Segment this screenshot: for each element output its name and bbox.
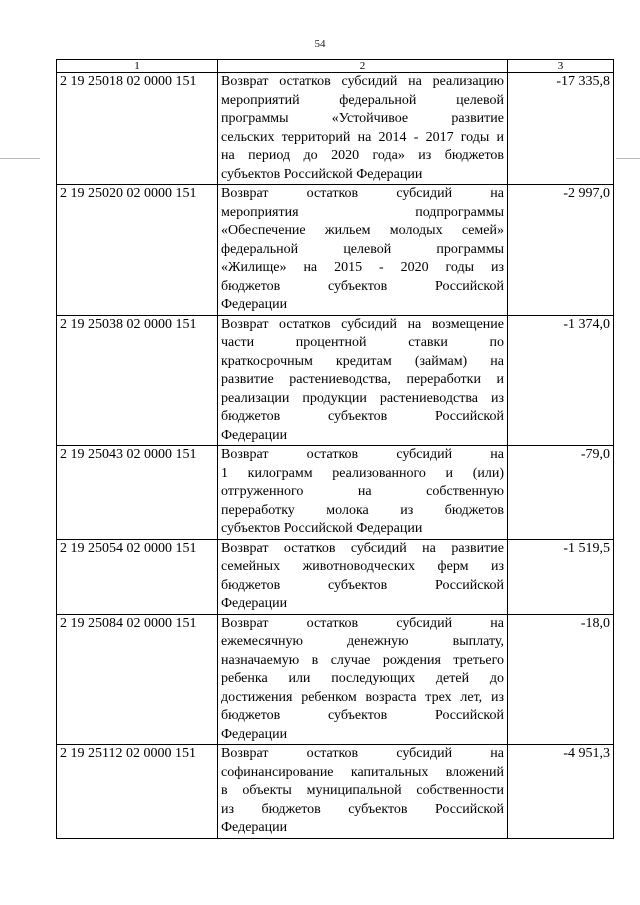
description-line: мероприятий федеральной целевой — [221, 92, 504, 108]
description-line: Возврат остатков субсидий на — [221, 615, 504, 631]
amount: -17 335,8 — [508, 73, 614, 185]
margin-mark-right — [616, 158, 640, 159]
description-line: отгруженного на собственную — [221, 484, 504, 499]
description-line: Возврат остатков субсидий на реализацию — [221, 74, 504, 89]
description — [218, 539, 508, 614]
amount: -2 997,0 — [508, 185, 614, 316]
budget-code: 2 19 25112 02 0000 151 — [57, 745, 218, 839]
description — [218, 446, 508, 540]
description-line: Возврат остатков субсидий на — [221, 447, 504, 462]
table-row — [57, 446, 614, 540]
budget-code: 2 19 25038 02 0000 151 — [57, 315, 218, 446]
description-line: Федерации — [221, 596, 288, 611]
description-line: «Обеспечение жильем молодых семей» — [221, 223, 504, 238]
budget-code: 2 19 25054 02 0000 151 — [57, 539, 218, 614]
description-line: семейных животноводческих ферм из — [221, 559, 504, 574]
description-line: Возврат остатков субсидий на — [221, 746, 504, 761]
description-line: Возврат остатков субсидий на возмещение — [221, 316, 504, 332]
amount: -1 519,5 — [508, 539, 614, 614]
description-line: переработку молока из бюджетов — [221, 502, 504, 518]
description — [218, 315, 508, 446]
description-line: федеральной целевой программы — [221, 241, 504, 257]
description-line: Федерации — [221, 726, 288, 742]
header-cell-description: 2 — [218, 60, 508, 73]
description — [218, 73, 508, 185]
description-line: субъектов Российской Федерации — [221, 521, 423, 536]
table-row — [57, 614, 614, 745]
budget-code: 2 19 25018 02 0000 151 — [57, 73, 218, 185]
amount: -79,0 — [508, 446, 614, 540]
description-line: мероприятия подпрограммы — [221, 204, 504, 220]
description-line: достижения ребенком возраста трех лет, из — [221, 689, 504, 705]
description-line: Возврат остатков субсидий на — [221, 186, 504, 201]
description-line: бюджетов субъектов Российской — [221, 409, 504, 424]
description-line: Федерации — [221, 297, 288, 312]
description-line: бюджетов субъектов Российской — [221, 577, 504, 593]
description-line: Федерации — [221, 820, 288, 835]
description-line: субъектов Российской Федерации — [221, 166, 423, 182]
table-row — [57, 185, 614, 316]
header-cell-amount: 3 — [508, 60, 614, 73]
description-line: развитие растениеводства, переработки и — [221, 372, 504, 387]
description-line: краткосрочным кредитам (займам) на — [221, 353, 504, 369]
budget-table — [56, 59, 614, 839]
description-line: бюджетов субъектов Российской — [221, 278, 504, 294]
budget-code: 2 19 25020 02 0000 151 — [57, 185, 218, 316]
description — [218, 745, 508, 839]
margin-mark-left — [0, 158, 40, 159]
table-row — [57, 315, 614, 446]
header-row — [57, 60, 614, 73]
table-row — [57, 745, 614, 839]
description-line: ребенка или последующих детей до — [221, 671, 504, 686]
description-line: назначаемую в случае рождения третьего — [221, 652, 504, 668]
description-line: в объекты муниципальной собственности — [221, 783, 504, 798]
description-line: софинансирование капитальных вложений — [221, 764, 504, 780]
description-line: на период до 2020 года» из бюджетов — [221, 148, 504, 163]
amount: -1 374,0 — [508, 315, 614, 446]
amount: -4 951,3 — [508, 745, 614, 839]
amount: -18,0 — [508, 614, 614, 745]
description-line: бюджетов субъектов Российской — [221, 708, 504, 723]
table-row — [57, 73, 614, 185]
description — [218, 614, 508, 745]
description-line: «Жилище» на 2015 - 2020 годы из — [221, 260, 504, 275]
description-line: из бюджетов субъектов Российской — [221, 801, 504, 817]
description-line: сельских территорий на 2014 - 2017 годы и — [221, 129, 504, 145]
description-line: реализации продукции растениеводства из — [221, 390, 504, 406]
description-line: Федерации — [221, 427, 288, 443]
description-line: ежемесячную денежную выплату, — [221, 634, 504, 649]
description — [218, 185, 508, 316]
description-line: 1 килограмм реализованного и (или) — [221, 465, 504, 481]
budget-code: 2 19 25084 02 0000 151 — [57, 614, 218, 745]
budget-code: 2 19 25043 02 0000 151 — [57, 446, 218, 540]
description-line: программы «Устойчивое развитие — [221, 111, 504, 126]
description-line: части процентной ставки по — [221, 335, 504, 350]
page-number: 54 — [314, 38, 326, 50]
description-line: Возврат остатков субсидий на развитие — [221, 540, 504, 556]
header-cell-code: 1 — [57, 60, 218, 73]
table-row — [57, 539, 614, 614]
